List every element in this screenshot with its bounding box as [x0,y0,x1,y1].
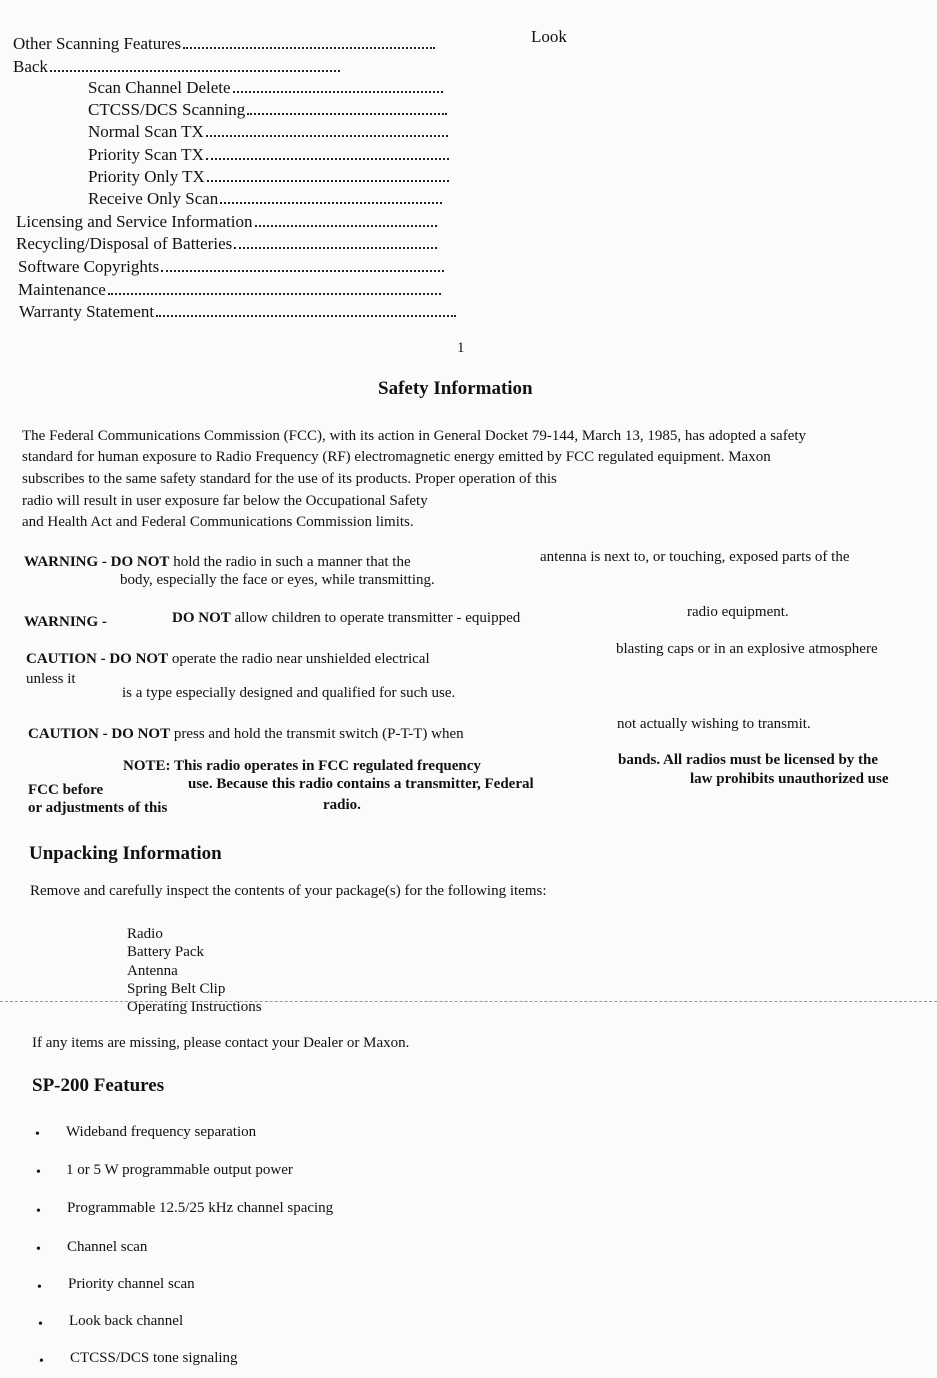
toc-entry [16,212,437,232]
caution-label: CAUTION [26,651,97,667]
note-line: law prohibits unauthorized use [690,771,889,787]
toc-entry-label: Priority Only TX [88,167,205,186]
caution-1-unless: unless it [26,671,76,687]
toc-entry-label: Scan Channel Delete [88,78,231,97]
toc-leader [247,113,447,115]
toc-leader [220,202,442,204]
bullet-icon: • [36,1242,41,1257]
caution-1-body: is a type especially designed and qualified for such use. [122,685,456,701]
caution-1 [26,651,430,668]
toc-leader [161,270,444,272]
feature-item: Programmable 12.5/25 kHz channel spacing [67,1200,334,1216]
safety-intro-line: and Health Act and Federal Communications Commission limits. [22,514,414,530]
safety-intro-line: radio will result in user exposure far below the Occupational Safety [22,493,428,509]
features-title: SP-200 Features [32,1075,165,1096]
toc-entry [16,234,437,254]
warning-label: WARNING - [24,554,107,570]
bullet-icon: • [35,1127,40,1142]
feature-item: Priority channel scan [68,1276,195,1292]
toc-entry [88,189,442,209]
caution-text: operate the radio near unshielded electrical [171,651,430,667]
safety-title: Safety Information [378,378,533,399]
warning-text: hold the radio in such a manner that the [173,554,411,570]
safety-intro-line: The Federal Communications Commission (FCC), with its action in General Docket 79-144, March 13, 1985, has adopted a safety [22,428,807,444]
toc-leader [183,47,435,49]
toc-entry [13,34,435,54]
feature-item: Channel scan [67,1239,148,1255]
unpacking-item: Radio [127,926,163,942]
toc-entry-label: Maintenance [18,280,106,299]
toc-entry-label: Normal Scan TX [88,122,204,141]
safety-intro-line: standard for human exposure to Radio Frequency (RF) electromagnetic energy emitted by FCC regulated equipment. Maxon [22,449,771,465]
toc-entry [88,100,447,120]
toc-look-label: Look [531,27,567,46]
toc-leader [255,225,437,227]
bullet-icon: • [37,1280,42,1295]
feature-item: CTCSS/DCS tone signaling [70,1350,238,1366]
note-line: FCC before [28,782,104,798]
toc-entry-label: Priority Scan TX [88,145,204,164]
toc-entry-label: Receive Only Scan [88,189,219,208]
bullet-icon: • [39,1354,44,1369]
toc-entry-label: Back [13,57,48,76]
toc-entry-label: CTCSS/DCS Scanning [88,100,246,119]
safety-intro-line: subscribes to the same safety standard for the use of its products. Proper operation of this [22,471,557,487]
note-line: NOTE: This radio operates in FCC regulated frequency [123,758,481,774]
toc-leader [206,135,448,137]
unpacking-item: Battery Pack [127,944,205,960]
bullet-icon: • [36,1165,41,1180]
caution-1-continued: blasting caps or in an explosive atmosphere [616,641,878,657]
toc-entry-label: Recycling/Disposal of Batteries [16,234,233,253]
caution-2-continued: not actually wishing to transmit. [617,716,811,732]
toc-entry [88,78,443,98]
scan-artifact-divider [0,1001,937,1002]
toc-entry [88,167,449,187]
unpacking-title: Unpacking Information [29,843,222,864]
caution-text: press and hold the transmit switch (P-T-T) when [173,726,464,742]
toc-leader [233,91,443,93]
bullet-icon: • [38,1317,43,1332]
page-number: 1 [457,340,465,356]
warning-2-continued: radio equipment. [687,604,789,620]
toc-entry [88,145,449,165]
note-line: bands. All radios must be licensed by the [618,752,879,768]
warning-text: allow children to operate transmitter - equipped [234,610,521,626]
note-line: radio. [323,797,361,813]
caution-2 [28,726,464,743]
toc-leader [234,247,437,249]
caution-lead: - DO NOT [102,726,171,742]
feature-item: 1 or 5 W programmable output power [66,1162,293,1178]
note-line: or adjustments of this [28,800,168,816]
caution-label: CAUTION [28,726,99,742]
unpacking-item: Operating Instructions [127,999,262,1015]
toc-entry [88,122,448,142]
feature-item: Look back channel [69,1313,184,1329]
toc-leader [156,315,456,317]
warning-1-continued: antenna is next to, or touching, exposed parts of the [540,549,850,565]
toc-entry-label: Other Scanning Features [13,34,182,53]
unpacking-footer: If any items are missing, please contact your Dealer or Maxon. [32,1035,410,1051]
toc-entry-label: Warranty Statement [19,302,155,321]
bullet-icon: • [36,1204,41,1219]
warning-lead: DO NOT [110,554,170,570]
toc-leader [108,293,441,295]
toc-entry [13,57,340,77]
warning-1 [24,554,411,571]
note-line: use. Because this radio contains a transmitter, Federal [188,776,534,792]
toc-entry [18,257,444,277]
warning-2 [172,610,520,627]
unpacking-item: Spring Belt Clip [127,981,226,997]
toc-entry [19,302,456,322]
toc-leader [50,70,340,72]
unpacking-item: Antenna [127,963,178,979]
warning-1-body: body, especially the face or eyes, while transmitting. [120,572,435,588]
unpacking-intro: Remove and carefully inspect the contents of your package(s) for the following items: [30,883,547,899]
toc-leader [206,158,449,160]
toc-entry-label: Software Copyrights [18,257,160,276]
toc-entry-label: Licensing and Service Information [16,212,253,231]
warning-label: WARNING - [24,614,107,630]
caution-lead: - DO NOT [100,651,169,667]
toc-entry [18,280,441,300]
feature-item: Wideband frequency separation [66,1124,257,1140]
toc-leader [207,180,449,182]
warning-lead: DO NOT [172,610,231,626]
